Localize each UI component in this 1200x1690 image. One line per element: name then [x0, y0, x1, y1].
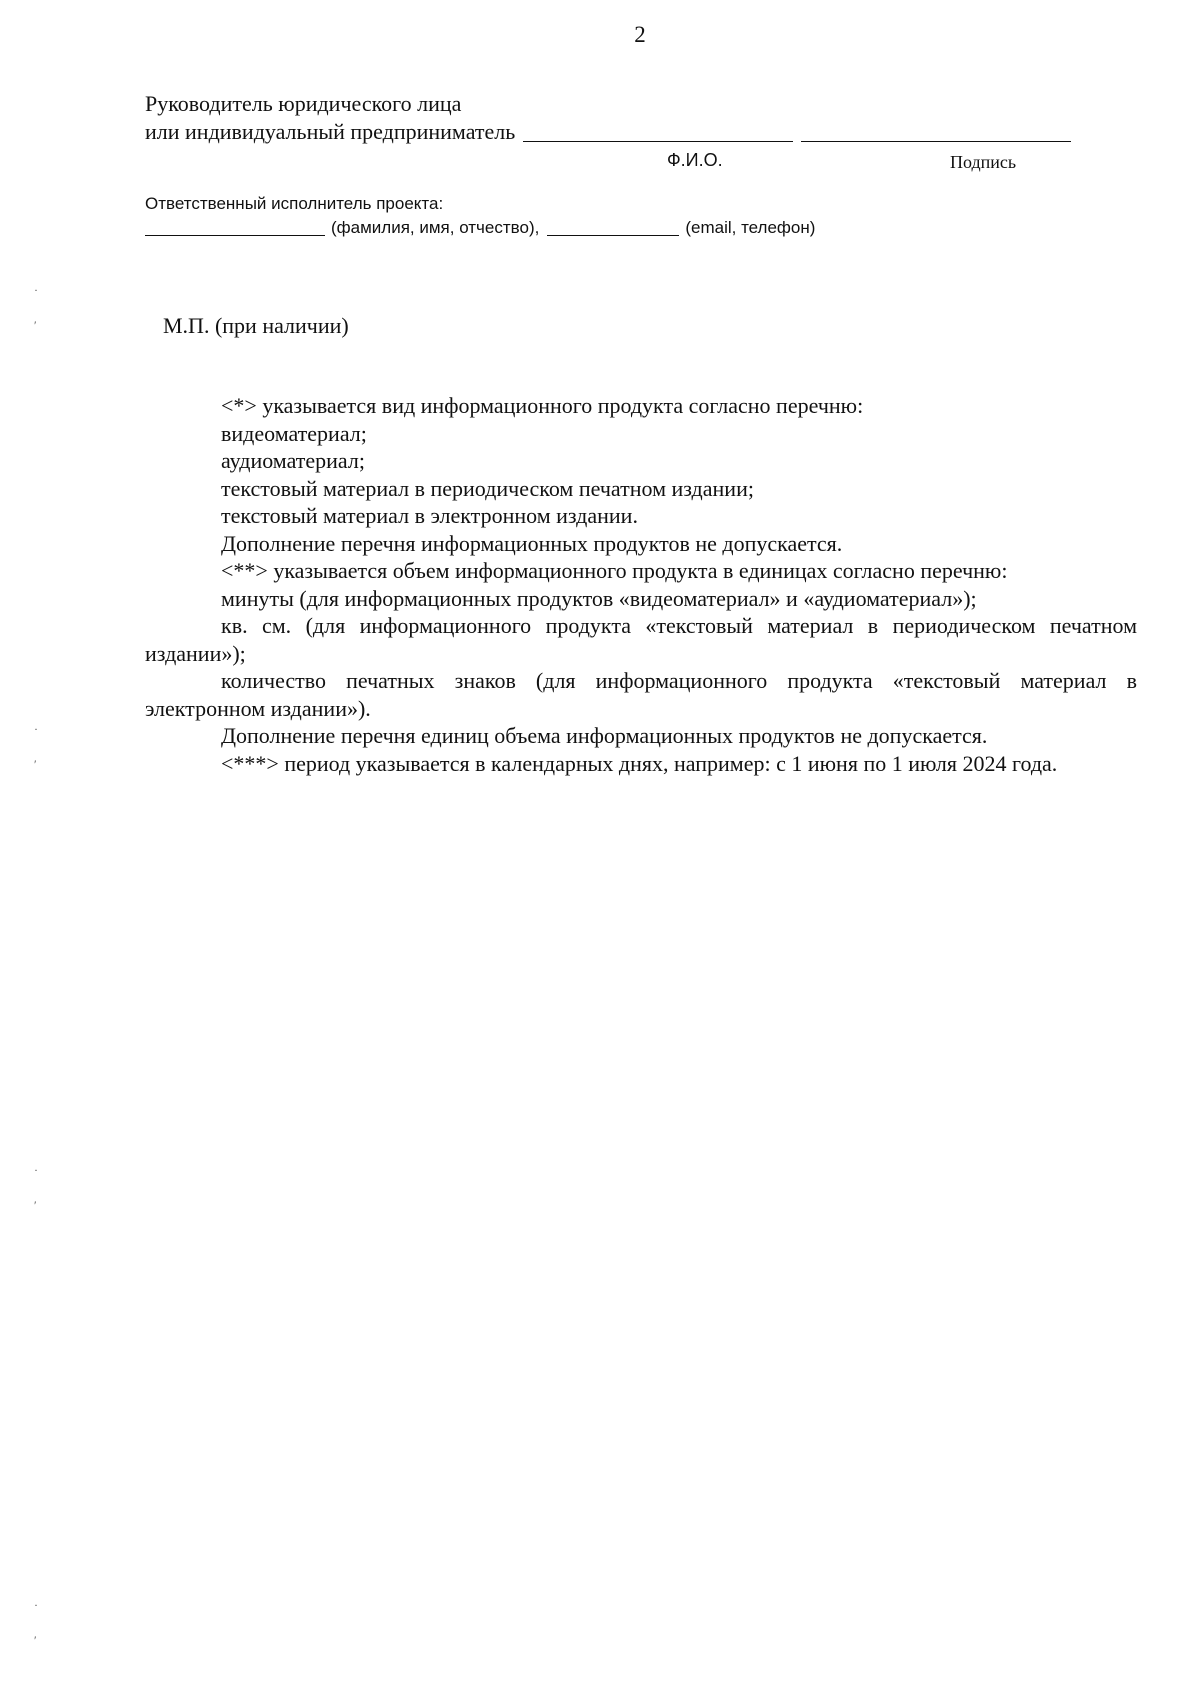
scan-mark: ′	[34, 757, 37, 771]
footnotes	[145, 392, 1137, 777]
signature-blank-line[interactable]	[801, 119, 1071, 142]
signature-captions	[145, 146, 1125, 172]
footnote-item: Дополнение перечня единиц объема информационных продуктов не допускается.	[221, 723, 988, 748]
executor-name-blank-line[interactable]	[145, 217, 325, 236]
responsible-executor-block	[145, 192, 1125, 240]
footnote-item: аудиоматериал;	[221, 448, 365, 473]
signature-block	[145, 90, 1125, 172]
signature-title-line2: или индивидуальный предприниматель	[145, 119, 516, 144]
scan-mark: ′	[34, 1633, 37, 1647]
signature-title-line2-row	[145, 118, 1125, 146]
stamp-place: М.П. (при наличии)	[163, 313, 349, 338]
scan-mark: ·	[34, 722, 38, 736]
footnote-item: количество печатных знаков (для информационного продукта «текстовый материал в электронном издании»).	[145, 668, 1137, 721]
footnote-item: текстовый материал в периодическом печатном издании;	[221, 475, 754, 501]
responsible-title: Ответственный исполнитель проекта:	[145, 194, 444, 213]
footnote-3: <***> период указывается в календарных днях, например: с 1 июня по 1 июля 2024 года.	[221, 750, 1058, 776]
executor-contact-hint: (email, телефон)	[685, 218, 816, 237]
signature-title-line1: Руководитель юридического лица	[145, 91, 462, 116]
signature-caption: Подпись	[950, 152, 1017, 172]
responsible-fields-row	[145, 216, 1125, 240]
scan-mark: ′	[34, 1198, 37, 1212]
executor-contact-blank-line[interactable]	[547, 217, 679, 236]
fio-caption: Ф.И.О.	[667, 150, 723, 170]
scan-mark: ′	[34, 318, 37, 332]
footnote-item: кв. см. (для информационного продукта «текстовый материал в периодическом печатном издании»);	[145, 613, 1137, 666]
footnote-item: Дополнение перечня информационных продуктов не допускается.	[221, 530, 843, 556]
footnote-item: видеоматериал;	[221, 420, 367, 446]
executor-name-hint: (фамилия, имя, отчество),	[331, 218, 540, 237]
scan-mark: ·	[34, 283, 38, 297]
footnote-item: текстовый материал в электронном издании.	[221, 503, 638, 528]
scan-mark: ·	[34, 1598, 38, 1612]
fio-blank-line[interactable]	[523, 119, 793, 142]
page-number: 2	[634, 22, 646, 47]
footnote-1: <*> указывается вид информационного продукта согласно перечню:	[221, 393, 864, 418]
scan-mark: ·	[34, 1163, 38, 1177]
footnote-2: <**> указывается объем информационного продукта в единицах согласно перечню:	[221, 558, 1008, 583]
footnote-item: минуты (для информационных продуктов «видеоматериал» и «аудиоматериал»);	[221, 585, 977, 611]
